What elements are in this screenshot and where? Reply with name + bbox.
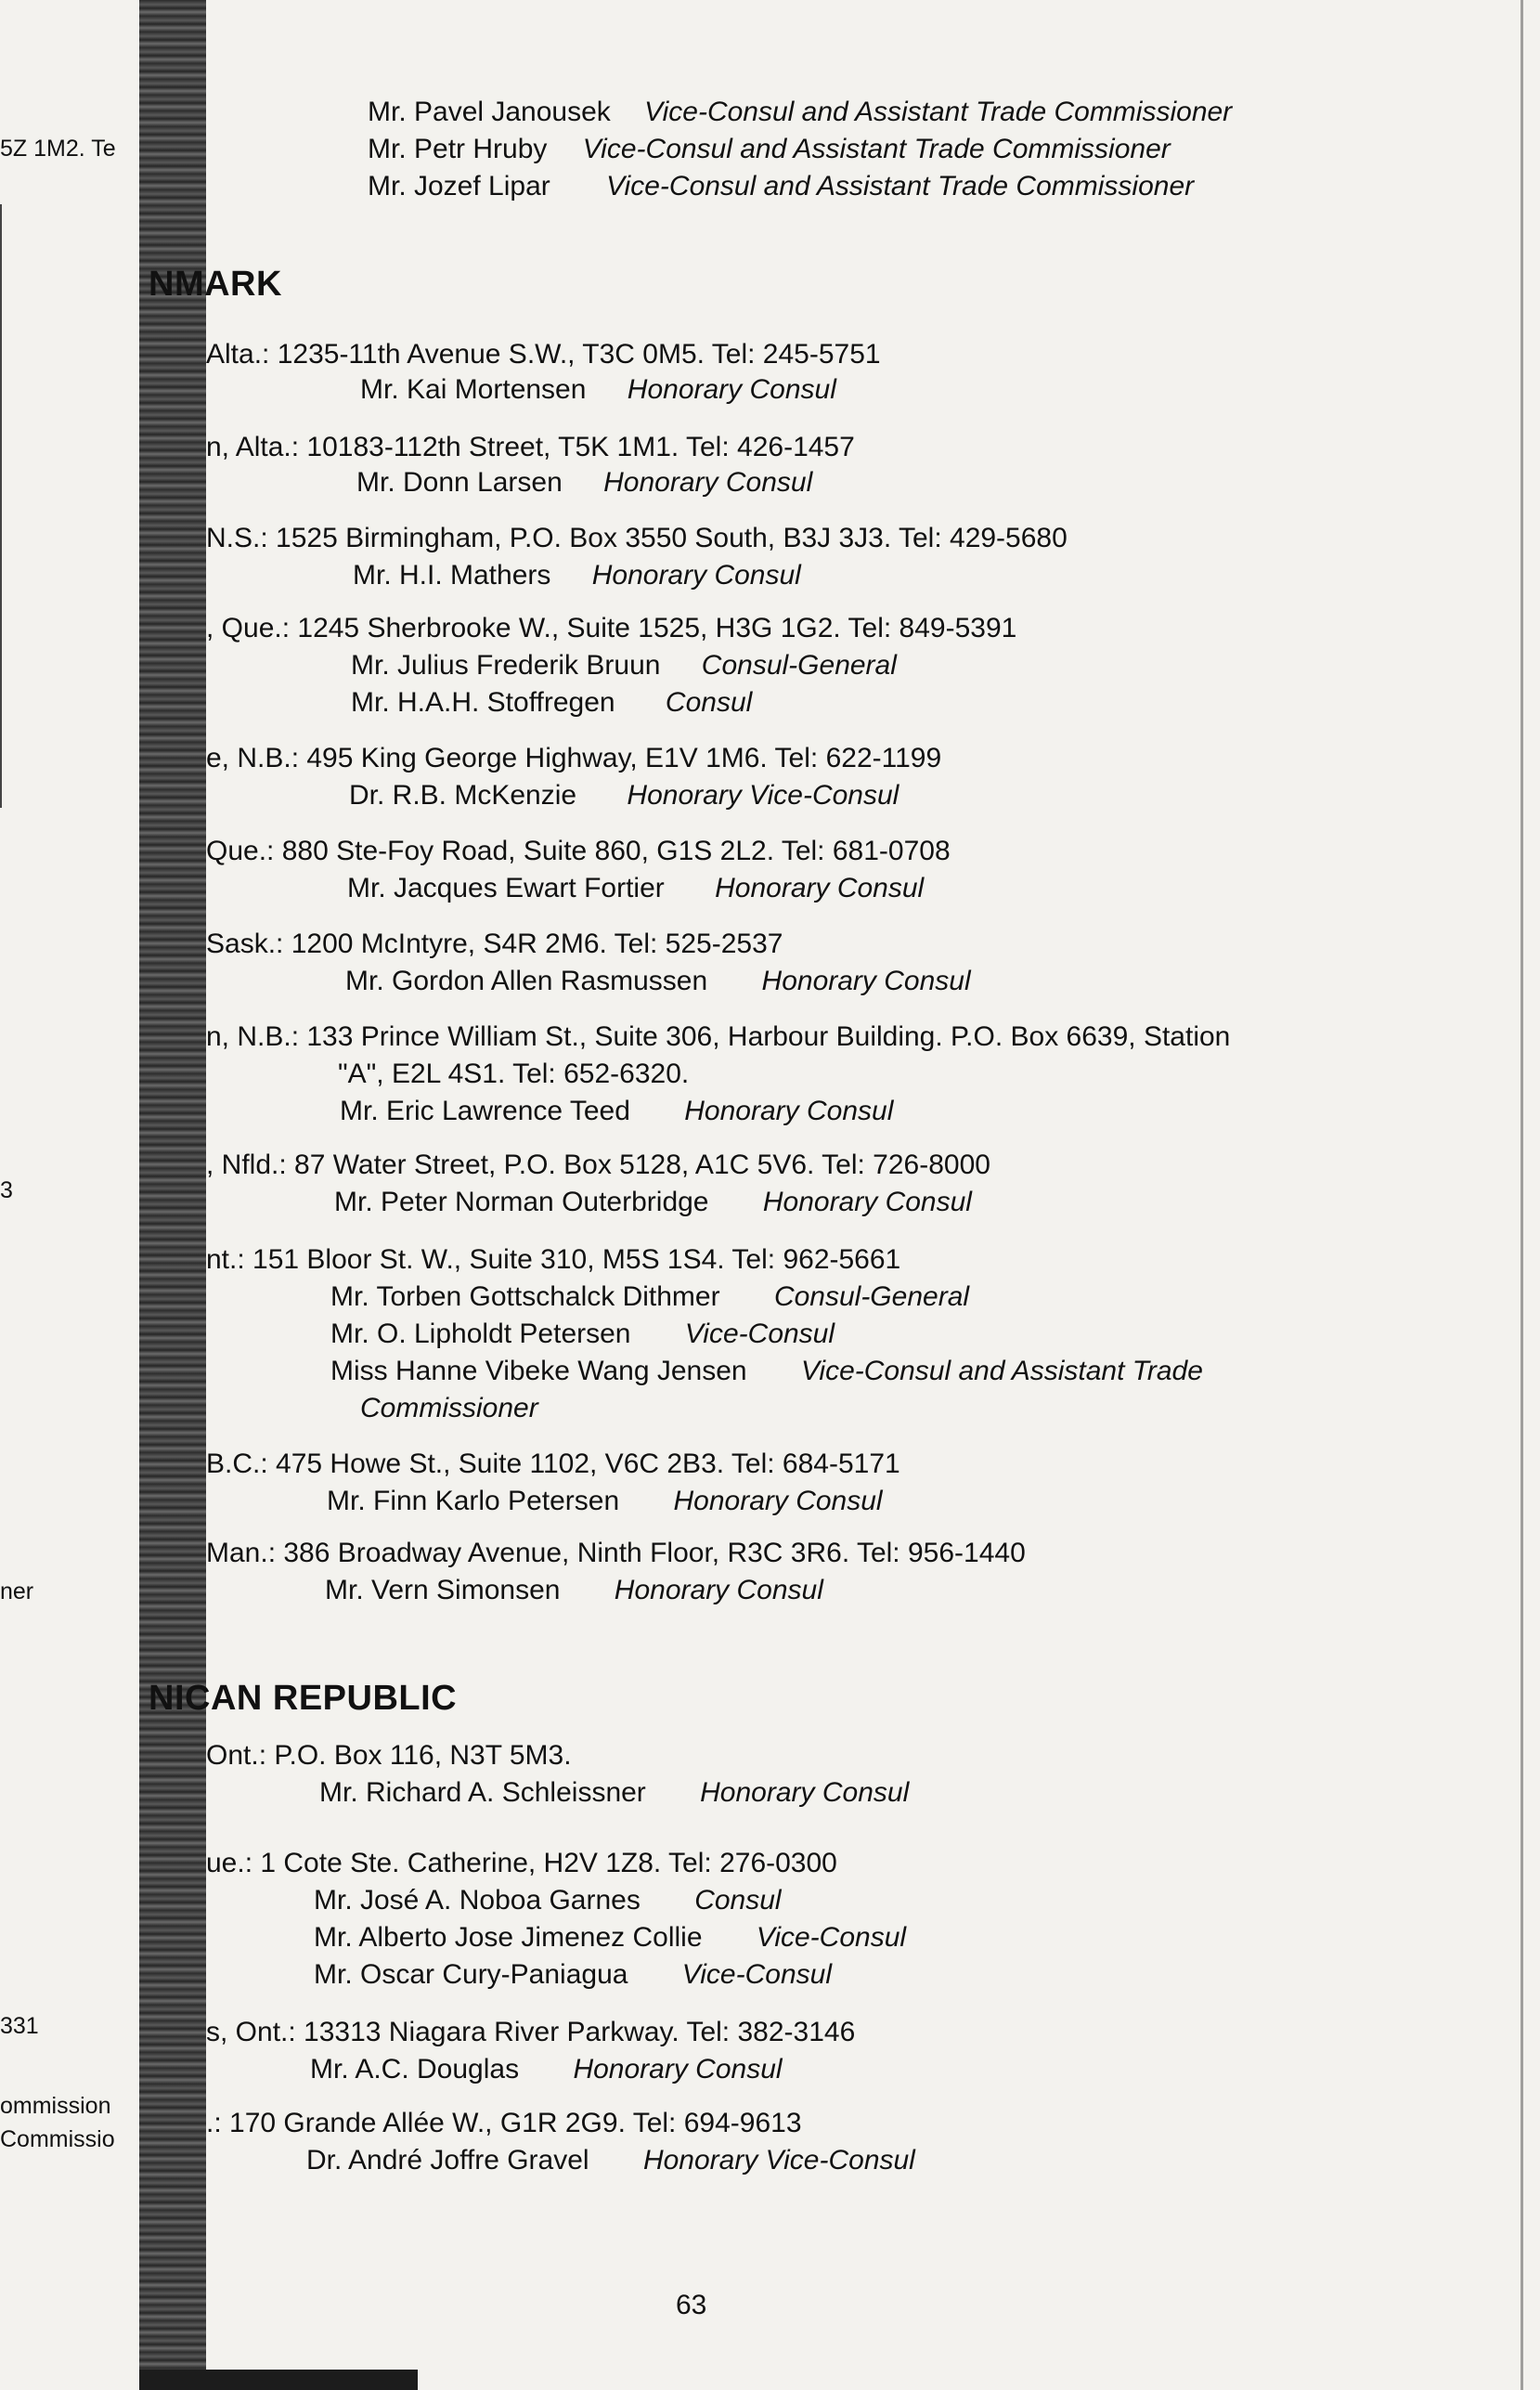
official-title: Vice-Consul [681, 1959, 832, 1990]
country-heading: NICAN REPUBLIC [149, 1679, 458, 1718]
official-name: Mr. Richard A. Schleissner [319, 1777, 646, 1808]
official-title: Honorary Consul [684, 1096, 894, 1126]
official-title: Honorary Consul [573, 2054, 783, 2085]
official-entry [314, 1959, 832, 1991]
official-name: Mr. A.C. Douglas [310, 2054, 520, 2085]
official-name: Mr. Peter Norman Outerbridge [334, 1187, 709, 1217]
official-entry [351, 687, 752, 719]
office-address: , Nfld.: 87 Water Street, P.O. Box 5128, A1C 5V6. Tel: 726-8000 [206, 1150, 990, 1180]
official-name: Mr. Gordon Allen Rasmussen [345, 966, 708, 996]
prev-page-fragment: 5Z 1M2. Te [0, 136, 116, 162]
official-title: Consul [665, 687, 753, 718]
page-number: 63 [676, 2290, 707, 2320]
official-title: Vice-Consul and Assistant Trade Commissioner [582, 134, 1171, 164]
official-name: Dr. André Joffre Gravel [306, 2145, 589, 2176]
official-entry [306, 2145, 915, 2176]
official-entry [314, 1922, 906, 1954]
prev-page-fragment: ommission [0, 2093, 111, 2119]
prev-page-fragment: 331 [0, 2013, 39, 2039]
office-address: B.C.: 475 Howe St., Suite 1102, V6C 2B3. Tel: 684-5171 [206, 1448, 900, 1479]
official-entry [319, 1777, 909, 1809]
official-entry [310, 2054, 783, 2085]
official-name: Mr. Petr Hruby [368, 134, 548, 164]
official-entry [334, 1187, 972, 1218]
official-entry [330, 1356, 1203, 1387]
office-address: s, Ont.: 13313 Niagara River Parkway. Tel: 382-3146 [206, 2017, 856, 2047]
office-address: Sask.: 1200 McIntyre, S4R 2M6. Tel: 525-2537 [206, 929, 783, 959]
official-entry [356, 467, 812, 499]
official-name: Mr. Eric Lawrence Teed [340, 1096, 630, 1126]
official-entry [314, 1885, 782, 1916]
official-entry [349, 780, 899, 812]
official-entry [340, 1096, 893, 1127]
official-name: Mr. Torben Gottschalck Dithmer [330, 1281, 720, 1312]
office-address: .: 170 Grande Allée W., G1R 2G9. Tel: 694-9613 [206, 2108, 802, 2138]
official-title: Honorary Consul [603, 467, 813, 498]
official-name: Miss Hanne Vibeke Wang Jensen [330, 1356, 747, 1386]
official-title: Honorary Consul [762, 1187, 972, 1217]
official-entry [345, 966, 971, 997]
official-entry [351, 650, 897, 682]
official-name: Mr. Jacques Ewart Fortier [347, 873, 665, 903]
official-name: Mr. José A. Noboa Garnes [314, 1885, 641, 1916]
official-entry [330, 1318, 835, 1350]
office-address: , Que.: 1245 Sherbrooke W., Suite 1525, H3G 1G2. Tel: 849-5391 [206, 613, 1017, 643]
prev-page-fragment: ner [0, 1578, 34, 1604]
official-name: Dr. R.B. McKenzie [349, 780, 577, 811]
official-title-continued: Commissioner [360, 1393, 538, 1423]
official-name: Mr. Julius Frederik Bruun [351, 650, 661, 681]
country-heading: NMARK [149, 265, 282, 304]
official-title: Vice-Consul [756, 1922, 907, 1953]
official-name: Mr. H.A.H. Stoffregen [351, 687, 615, 718]
prev-page-fragment: Commissio [0, 2126, 115, 2152]
official-name: Mr. Donn Larsen [356, 467, 563, 498]
office-address: Ont.: P.O. Box 116, N3T 5M3. [206, 1740, 572, 1771]
official-title: Honorary Consul [591, 560, 801, 591]
official-title: Consul-General [773, 1281, 970, 1312]
office-address-continued: "A", E2L 4S1. Tel: 652-6320. [338, 1059, 690, 1089]
office-address: e, N.B.: 495 King George Highway, E1V 1M6. Tel: 622-1199 [206, 743, 942, 773]
official-name: Mr. O. Lipholdt Petersen [330, 1318, 631, 1349]
official-entry [330, 1281, 969, 1313]
office-address: Alta.: 1235-11th Avenue S.W., T3C 0M5. Tel: 245-5751 [206, 339, 881, 370]
office-address: N.S.: 1525 Birmingham, P.O. Box 3550 South, B3J 3J3. Tel: 429-5680 [206, 523, 1068, 553]
official-title: Honorary Vice-Consul [642, 2145, 915, 2176]
official-name: Mr. Kai Mortensen [360, 374, 587, 405]
office-address: Man.: 386 Broadway Avenue, Ninth Floor, R3C 3R6. Tel: 956-1440 [206, 1538, 1026, 1568]
official-name: Mr. Jozef Lipar [368, 171, 550, 201]
prev-page-fragment: 3 [0, 1177, 13, 1203]
official-title: Consul-General [701, 650, 897, 681]
official-name: Mr. Pavel Janousek [368, 97, 611, 127]
official-entry [368, 97, 1232, 128]
office-address: n, N.B.: 133 Prince William St., Suite 306, Harbour Building. P.O. Box 6639, Station [206, 1021, 1231, 1052]
official-name: Mr. Alberto Jose Jimenez Collie [314, 1922, 703, 1953]
official-title: Honorary Vice-Consul [627, 780, 899, 811]
official-entry [360, 374, 836, 406]
official-entry [353, 560, 801, 591]
official-title: Vice-Consul and Assistant Trade Commissioner [606, 171, 1195, 201]
official-name: Mr. H.I. Mathers [353, 560, 551, 591]
official-entry [368, 134, 1171, 165]
official-name: Mr. Finn Karlo Petersen [327, 1486, 620, 1516]
official-title: Honorary Consul [627, 374, 836, 405]
official-title: Vice-Consul and Assistant Trade Commissioner [644, 97, 1233, 127]
official-title: Honorary Consul [700, 1777, 910, 1808]
official-name: Mr. Vern Simonsen [325, 1575, 561, 1605]
official-title: Honorary Consul [673, 1486, 883, 1516]
official-title: Honorary Consul [715, 873, 925, 903]
office-address: ue.: 1 Cote Ste. Catherine, H2V 1Z8. Tel: 276-0300 [206, 1848, 837, 1878]
official-title: Vice-Consul [684, 1318, 835, 1349]
official-name: Mr. Oscar Cury-Paniagua [314, 1959, 628, 1990]
official-title: Honorary Consul [761, 966, 971, 996]
official-entry [325, 1575, 823, 1606]
official-entry [368, 171, 1194, 202]
office-address: n, Alta.: 10183-112th Street, T5K 1M1. Tel: 426-1457 [206, 432, 855, 462]
official-title: Honorary Consul [614, 1575, 823, 1605]
official-entry [347, 873, 924, 904]
office-address: Que.: 880 Ste-Foy Road, Suite 860, G1S 2L2. Tel: 681-0708 [206, 836, 951, 866]
official-title: Consul [694, 1885, 782, 1916]
office-address: nt.: 151 Bloor St. W., Suite 310, M5S 1S4. Tel: 962-5661 [206, 1244, 901, 1275]
official-title: Vice-Consul and Assistant Trade [800, 1356, 1203, 1386]
official-entry [327, 1486, 883, 1517]
